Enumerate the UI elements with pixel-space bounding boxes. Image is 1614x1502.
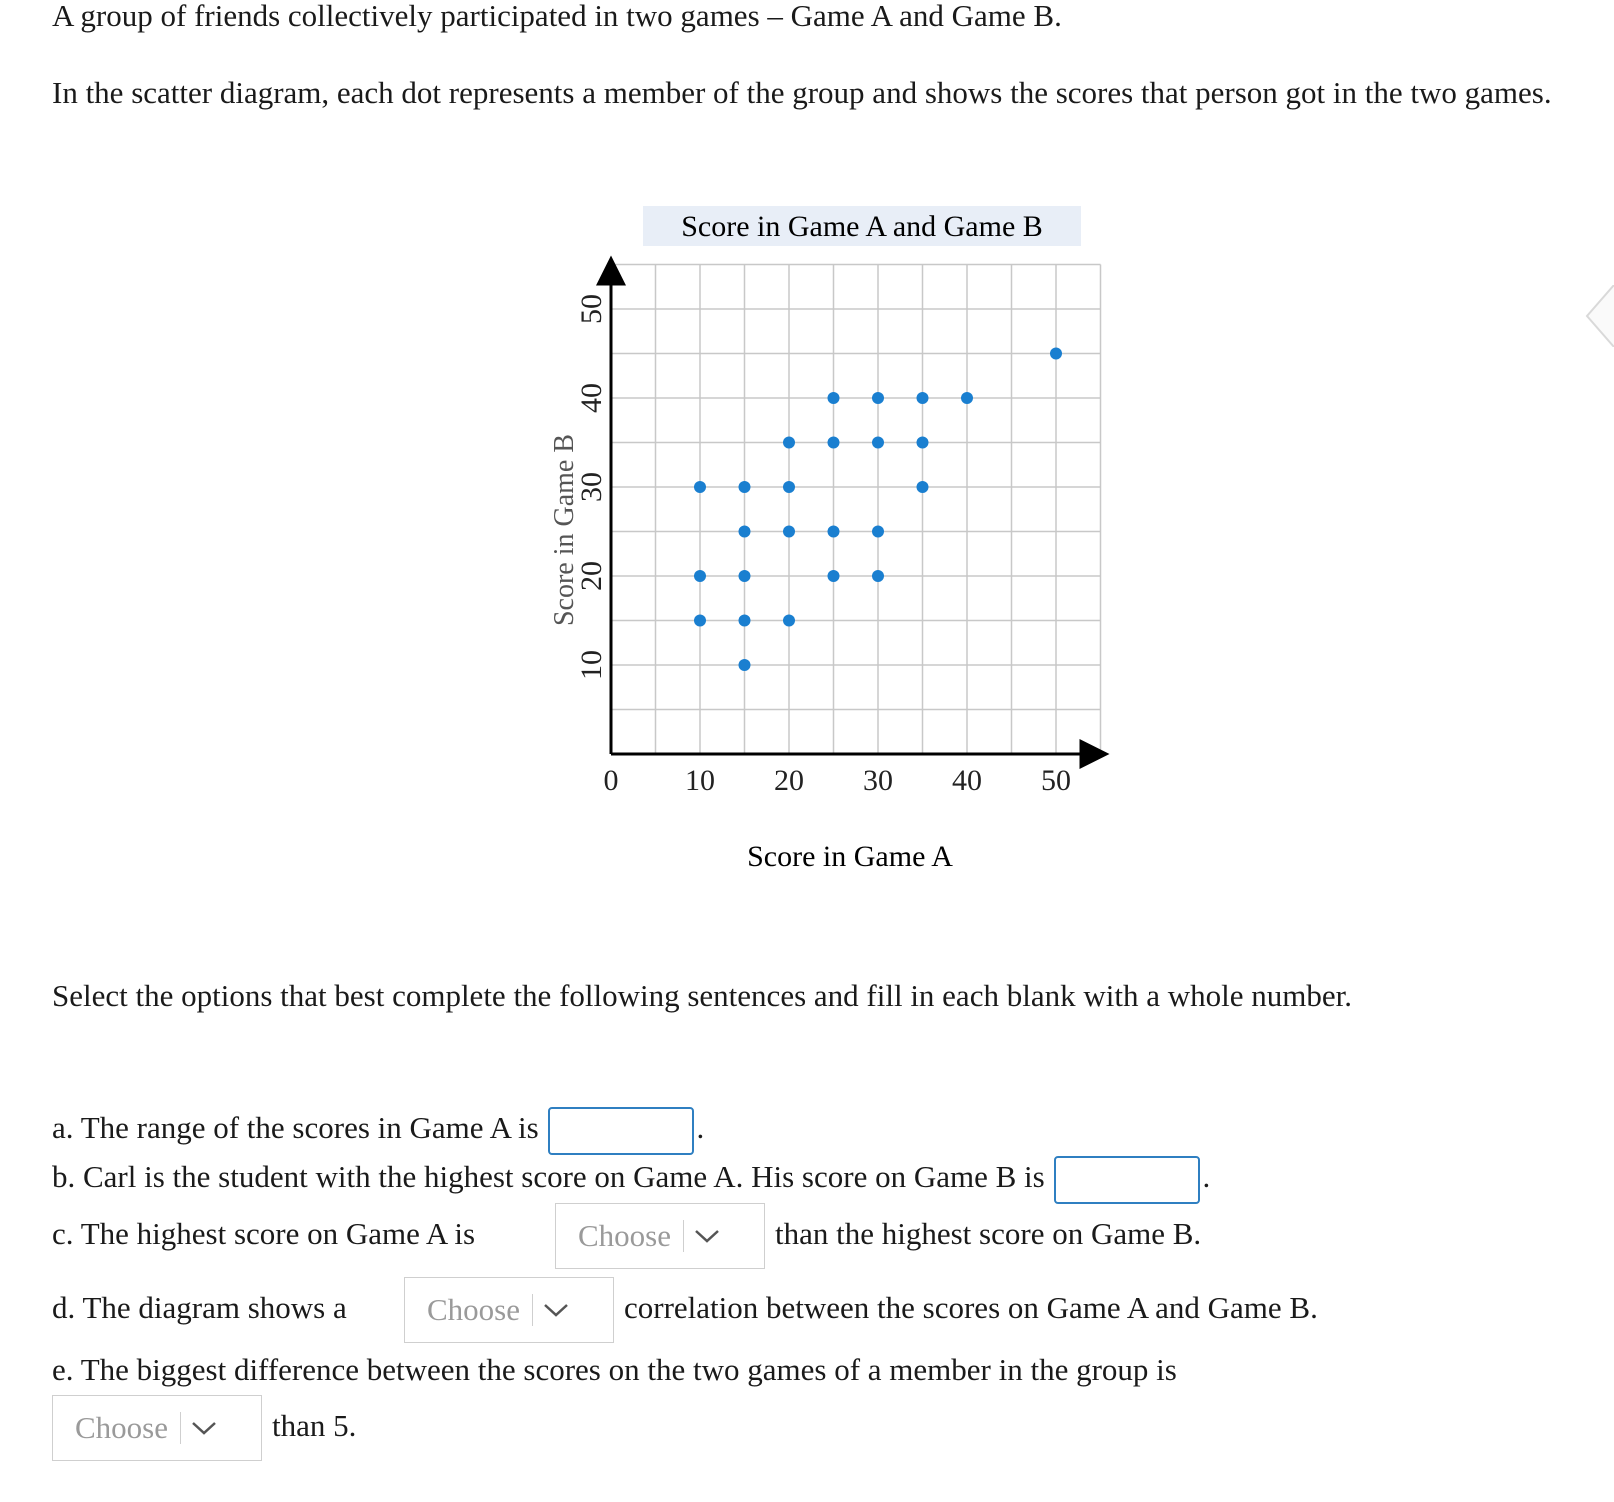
question-d-select[interactable] xyxy=(404,1277,614,1343)
y-tick-label: 10 xyxy=(575,650,608,680)
question-a-period: . xyxy=(696,1110,705,1145)
x-tick-label: 50 xyxy=(1041,764,1071,797)
x-axis-label: Score in Game A xyxy=(747,840,953,873)
y-tick-label: 40 xyxy=(575,383,608,413)
question-b-period: . xyxy=(1202,1159,1211,1194)
data-point xyxy=(917,437,929,449)
data-point xyxy=(828,437,840,449)
instructions-text: Select the options that best complete the following sentences and fill in each blank with a whole number. xyxy=(52,978,1352,1013)
x-tick-labels xyxy=(604,764,1072,797)
data-point xyxy=(1050,348,1062,360)
data-point xyxy=(694,615,706,627)
data-point xyxy=(783,615,795,627)
question-e-select[interactable] xyxy=(52,1395,262,1461)
chart-axes xyxy=(611,259,1107,755)
x-tick-label: 0 xyxy=(603,764,619,797)
chart-title: Score in Game A and Game B xyxy=(681,210,1043,243)
data-point xyxy=(828,526,840,538)
data-point xyxy=(694,481,706,493)
chevron-down-icon xyxy=(543,1302,569,1318)
data-point xyxy=(828,570,840,582)
question-a xyxy=(52,1106,704,1155)
data-point xyxy=(694,570,706,582)
data-point xyxy=(961,392,973,404)
intro-line-1: A group of friends collectively participated in two games – Game A and Game B. xyxy=(52,0,1062,33)
chevron-down-icon xyxy=(191,1420,217,1436)
data-point xyxy=(917,481,929,493)
data-point xyxy=(828,392,840,404)
data-point xyxy=(872,392,884,404)
y-tick-label: 20 xyxy=(575,561,608,591)
select-separator xyxy=(532,1294,533,1326)
carl-game-b-score-input[interactable] xyxy=(1054,1156,1200,1204)
x-tick-label: 30 xyxy=(863,764,893,797)
question-b-text: b. Carl is the student with the highest score on Game A. His score on Game B is xyxy=(52,1159,1045,1194)
data-point xyxy=(739,659,751,671)
y-tick-label: 50 xyxy=(575,294,608,324)
y-axis-label: Score in Game B xyxy=(549,433,580,627)
data-point xyxy=(783,437,795,449)
question-b xyxy=(52,1155,1210,1204)
data-point xyxy=(872,526,884,538)
select-separator xyxy=(180,1412,181,1444)
question-e-before: e. The biggest difference between the scores on the two games of a member in the group is xyxy=(52,1352,1177,1387)
question-c-select[interactable] xyxy=(555,1203,765,1269)
question-c-select-value: Choose xyxy=(578,1218,671,1253)
question-e-after: than 5. xyxy=(272,1408,357,1443)
question-a-text: a. The range of the scores in Game A is xyxy=(52,1110,539,1145)
question-d-select-value: Choose xyxy=(427,1292,520,1327)
question-d-after: correlation between the scores on Game A and Game B. xyxy=(624,1290,1318,1325)
x-tick-label: 20 xyxy=(774,764,804,797)
data-point xyxy=(739,526,751,538)
data-point xyxy=(783,481,795,493)
data-point xyxy=(783,526,795,538)
data-point xyxy=(739,570,751,582)
data-point xyxy=(917,392,929,404)
range-answer-input[interactable] xyxy=(548,1107,694,1155)
data-point xyxy=(739,615,751,627)
question-e-select-value: Choose xyxy=(75,1410,168,1445)
data-point xyxy=(872,437,884,449)
data-point xyxy=(872,570,884,582)
intro-line-2: In the scatter diagram, each dot represents a member of the group and shows the scores that person got in the two games. xyxy=(52,75,1552,110)
chevron-down-icon xyxy=(694,1228,720,1244)
side-panel-tab[interactable] xyxy=(1584,285,1614,347)
question-c-before: c. The highest score on Game A is xyxy=(52,1216,476,1251)
question-d-before: d. The diagram shows a xyxy=(52,1290,347,1325)
y-tick-label: 30 xyxy=(575,472,608,502)
select-separator xyxy=(683,1220,684,1252)
x-tick-label: 10 xyxy=(685,764,715,797)
x-tick-label: 40 xyxy=(952,764,982,797)
chart-grid xyxy=(611,265,1101,755)
question-c-after: than the highest score on Game B. xyxy=(775,1216,1202,1251)
data-point xyxy=(739,481,751,493)
